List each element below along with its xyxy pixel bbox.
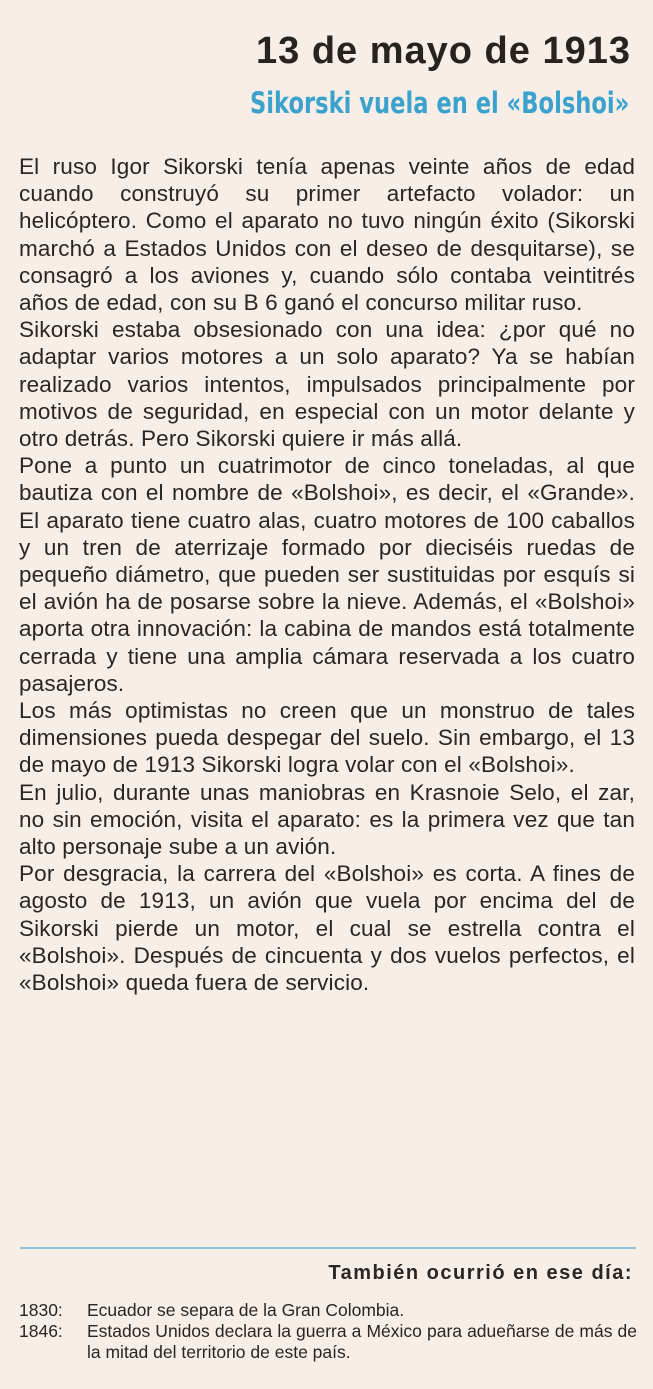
event-item <box>19 1300 637 1321</box>
also-happened-title: También ocurrió en ese día: <box>328 1262 633 1284</box>
article-paragraph: Pone a punto un cuatrimotor de cinco toneladas, al que bautiza con el nombre de «Bolshoi», es decir, el «Grande». El aparato tiene cuatro alas, cuatro motores de 100 caballos y un tren de aterrizaje formado por dieciséis ruedas de pequeño diámetro, que pueden ser sustituidas por esquís si el avión ha de posarse sobre la nieve. Además, el «Bolshoi» aporta otra innovación: la cabina de mandos está totalmente cerrada y tiene una amplia cámara reservada a los cuatro pasajeros. <box>19 453 635 696</box>
section-divider <box>20 1247 636 1249</box>
article-paragraph: Los más optimistas no creen que un monstruo de tales dimensiones pueda despegar del suelo. Sin embargo, el 13 de mayo de 1913 Sikorski logra volar con el «Bolshoi». <box>19 698 635 778</box>
date-title: 13 de mayo de 1913 <box>256 30 631 72</box>
article-paragraph: Sikorski estaba obsesionado con una idea: ¿por qué no adaptar varios motores a un solo aparato? Ya se habían realizado varios intentos, impulsados principalmente por motivos de seguridad, en especial con un motor delante y otro detrás. Pero Sikorski quiere ir más allá. <box>19 317 635 452</box>
event-year: 1846: <box>19 1321 63 1341</box>
article-paragraph: El ruso Igor Sikorski tenía apenas veinte años de edad cuando construyó su primer artefacto volador: un helicóptero. Como el aparato no tuvo ningún éxito (Sikorski marchó a Estados Unidos con el deseo de desquitarse), se consagró a los aviones y, cuando sólo contaba veintitrés años de edad, con su B 6 ganó el concurso militar ruso. <box>19 154 635 316</box>
headline: Sikorski vuela en el «Bolshoi» <box>249 86 629 120</box>
article-paragraph: Por desgracia, la carrera del «Bolshoi» es corta. A fines de agosto de 1913, un avión que vuela por encima del de Sikorski pierde un motor, el cual se estrella contra el «Bolshoi». Después de cincuenta y dos vuelos perfectos, el «Bolshoi» queda fuera de servicio. <box>19 861 635 996</box>
article-paragraph: En julio, durante unas maniobras en Krasnoie Selo, el zar, no sin emoción, visita el aparato: es la primera vez que tan alto personaje sube a un avión. <box>19 779 635 860</box>
event-text: Ecuador se separa de la Gran Colombia. <box>87 1300 405 1320</box>
event-year: 1830: <box>19 1300 63 1320</box>
events-list <box>19 1300 637 1363</box>
event-text: Estados Unidos declara la guerra a México para adueñarse de más de la mitad del territorio de este país. <box>87 1321 637 1362</box>
article-body <box>19 153 635 996</box>
event-item <box>19 1321 637 1363</box>
